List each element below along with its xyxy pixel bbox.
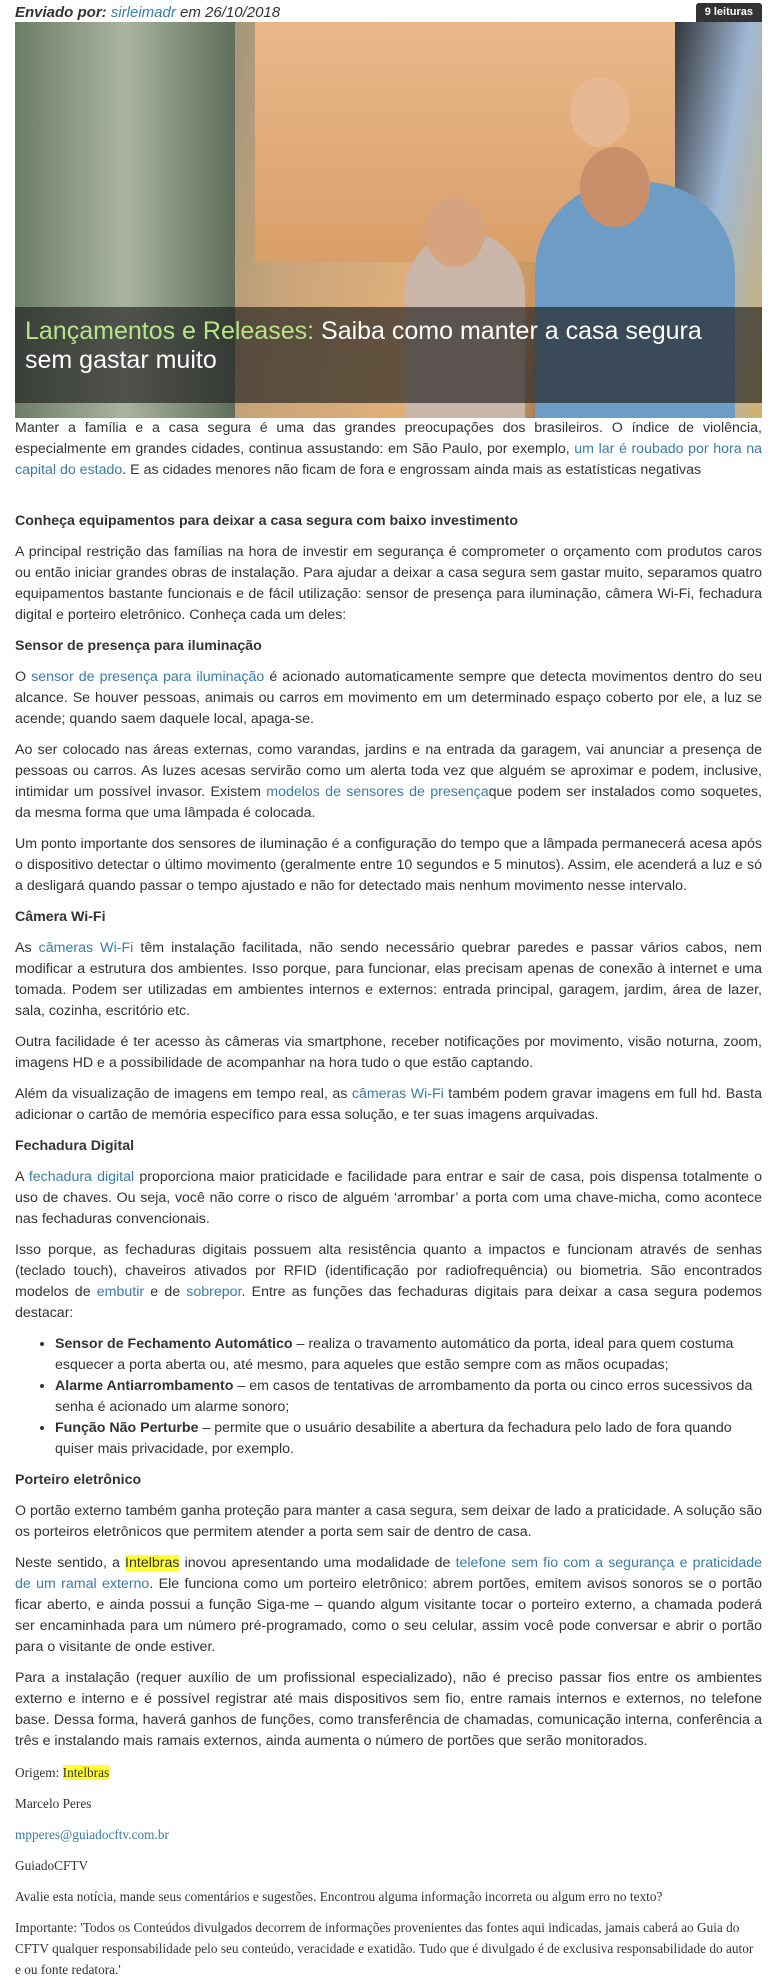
paragraph (15, 418, 762, 481)
text-segment: Ao ser colocado nas áreas externas, como varandas, jardins e na entrada da garagem, vai anunciar a presença de pessoas ou carros. As luzes acesas servirão como um alerta toda vez que alguém se aproximar e podem, inclusive, intimidar um possível invasor. Existem (15, 742, 762, 800)
highlighted-text: Intelbras (125, 1555, 180, 1571)
inline-link[interactable]: fechadura digital (28, 1169, 135, 1185)
inline-link[interactable]: embutir (96, 1284, 145, 1300)
article-footer (15, 1762, 762, 1980)
text-segment: Além da visualização de imagens em tempo real, as (15, 1086, 352, 1102)
paragraph (15, 542, 762, 626)
text-segment: têm instalação facilitada, não sendo necessário quebrar paredes e passar vários cabos, nem modificar a estrutura dos ambientes. Isso porque, para funcionar, elas precisam apenas de conexão à internet e uma tomada. Podem ser utilizadas em ambientes internos e externos: entrada principal, garagem, jardim, área de lazer, sala, cozinha, escritório etc. (15, 940, 763, 1019)
text-segment: Para a instalação (requer auxílio de um profissional especializado), não é preciso passar fios entre os ambientes externo e interno e é possível registrar até mais dispositivos sem fio, entre ramais internos e externos, no telefone base. Dessa forma, haverá ganhos de funções, como transferência de chamadas, comunicação interna, conferência a três e instalando mais ramais externos, ainda aumenta o número de portões que serão monitorados. (15, 1670, 762, 1749)
inline-link[interactable]: mpperes@guiadocftv.com.br (15, 1827, 169, 1842)
list-item-title: Sensor de Fechamento Automático (55, 1336, 293, 1352)
author-link[interactable]: sirleimadr (110, 4, 176, 21)
section-heading: Conheça equipamentos para deixar a casa segura com baixo investimento (15, 513, 519, 529)
category-link[interactable]: Lançamentos e Releases: (25, 317, 315, 345)
paragraph (15, 1032, 762, 1074)
text-segment: O (15, 669, 32, 685)
posted-by-label: Enviado por: (15, 4, 107, 21)
list-item-title: Alarme Antiarrombamento (55, 1378, 234, 1394)
section-heading: Câmera Wi-Fi (15, 909, 106, 925)
paragraph (15, 667, 762, 730)
paragraph (15, 1668, 762, 1752)
text-segment: Marcelo Peres (15, 1796, 92, 1811)
text-segment: Isso porque, as fechaduras digitais possuem alta resistência quanto a impactos e funcionam através de senhas (teclado touch), chaveiros ativados por RFID (identificação por radiofrequência) ou biometria. São encontrados modelos de (15, 1242, 762, 1300)
text-segment: Importante: 'Todos os Conteúdos divulgados decorrem de informações provenientes das fontes aqui indicadas, jamais caberá ao Guia do CFTV qualquer responsabilidade pelo seu conteúdo, veracidade e exatidão. Tudo que é divulgado é de exclusiva responsabilidade do autor e ou fonte redatora.' (15, 1920, 754, 1977)
list-item-text: – permite que o usuário desabilite a abertura da fechadura pelo lado de fora quando quiser mais privacidade, por exemplo. (55, 1420, 732, 1457)
hero-image (15, 22, 762, 418)
paragraph (15, 740, 762, 824)
hero-title (15, 307, 762, 403)
list-item (55, 1376, 762, 1418)
footer-paragraph (15, 1793, 762, 1814)
hero-person-child (570, 77, 630, 147)
inline-link[interactable]: câmeras Wi-Fi (38, 940, 134, 956)
text-segment: Origem: (15, 1765, 63, 1780)
post-meta (15, 0, 762, 22)
footer-paragraph (15, 1762, 762, 1783)
list-item-text: – em casos de tentativas de arrombamento da porta ou cinco erros sucessivos da senha é acionado um alarme sonoro; (55, 1378, 753, 1415)
list-item-text: – realiza o travamento automático da porta, ideal para quem costuma esquecer a porta aberta ou, até mesmo, para aqueles que estão sempre com as mãos ocupadas; (55, 1336, 734, 1373)
text-segment: Um ponto importante dos sensores de iluminação é a configuração do tempo que a lâmpada permanecerá acesa após o dispositivo detectar o último movimento (geralmente entre 10 segundos e 5 minutos). Assim, ele acenderá a luz e só a desligará quando passar o tempo ajustado e não for detectado mais nenhum movimento nesse intervalo. (15, 836, 762, 894)
paragraph (15, 1084, 762, 1126)
text-segment: . Ele funciona como um porteiro eletrônico: abrem portões, emitem avisos sonoros se o portão ficar aberto, e ainda possui a função Siga-me – quando algum visitante tocar o porteiro externo, a chamada poderá ser encaminhada para um número pré-programado, como o seu celular, assim você pode conversar e abrir o portão para o visitante de onde estiver. (15, 1576, 762, 1655)
inline-link[interactable]: câmeras Wi-Fi (351, 1086, 444, 1102)
text-segment: Neste sentido, a (15, 1555, 126, 1571)
reads-badge: 9 leituras (696, 3, 762, 22)
text-segment: . Entre as funções das fechaduras digitais para deixar a casa segura podemos destacar: (15, 1284, 763, 1321)
post-date: em 26/10/2018 (180, 4, 281, 21)
hero-person-woman-head (425, 197, 485, 267)
inline-link[interactable]: telefone sem fio com a segurança e praticidade de um ramal externo (15, 1555, 763, 1592)
paragraph (15, 1240, 762, 1324)
inline-link[interactable]: sensor de presença para iluminação (31, 669, 265, 685)
section-heading: Fechadura Digital (15, 1138, 135, 1154)
footer-paragraph (15, 1824, 762, 1845)
text-segment: A principal restrição das famílias na hora de investir em segurança é comprometer o orçamento com produtos caros ou então iniciar grandes obras de instalação. Para ajudar a deixar a casa segura sem gastar muito, separamos quatro equipamentos bastante funcionais e de fácil utilização: sensor de presença para iluminação, câmera Wi-Fi, fechadura digital e porteiro eletrônico. Conheça cada um deles: (15, 544, 762, 623)
text-segment: . E as cidades menores não ficam de fora e engrossam ainda mais as estatísticas negativas (122, 462, 702, 478)
paragraph (15, 834, 762, 897)
inline-link[interactable]: sobrepor (186, 1284, 242, 1300)
feature-list (15, 1334, 762, 1460)
footer-paragraph (15, 1886, 762, 1907)
text-segment: Manter a família e a casa segura é uma das grandes preocupações dos brasileiros. O índice de violência, especialmente em grandes cidades, continua assustando: em São Paulo, por exemplo, (15, 420, 762, 457)
text-segment: Outra facilidade é ter acesso às câmeras via smartphone, receber notificações por movimento, visão noturna, zoom, imagens HD e a possibilidade de acompanhar na hora tudo o que estão captando. (15, 1034, 762, 1071)
list-item (55, 1334, 762, 1376)
text-segment: As (15, 940, 39, 956)
footer-paragraph (15, 1855, 762, 1876)
text-segment: Avalie esta notícia, mande seus comentários e sugestões. Encontrou alguma informação incorreta ou algum erro no texto? (15, 1889, 663, 1904)
text-segment: também podem gravar imagens em full hd. Basta adicionar o cartão de memória específico para essa solução, e ter suas imagens arquivadas. (15, 1086, 762, 1123)
list-item (55, 1418, 762, 1460)
list-item-title: Função Não Perturbe (55, 1420, 199, 1436)
highlighted-text: Intelbras (62, 1765, 110, 1780)
hero-person-man-head (580, 147, 650, 227)
text-segment: A (15, 1169, 29, 1185)
section-heading: Porteiro eletrônico (15, 1472, 142, 1488)
inline-link[interactable]: um lar é roubado por hora na capital do estado (15, 441, 762, 478)
paragraph (15, 1553, 762, 1658)
text-segment: e de (144, 1284, 187, 1300)
paragraph (15, 1501, 762, 1543)
text-segment: proporciona maior praticidade e facilidade para entrar e sair de casa, pois dispensa totalmente o uso de chaves. Ou seja, você não corre o risco de alguém ‘arrombar’ a porta com uma chave-micha, como acontece nas fechaduras convencionais. (15, 1169, 762, 1227)
paragraph (15, 1167, 762, 1230)
article-body (15, 418, 762, 1752)
article-title: Saiba como manter a casa segura sem gastar muito (25, 317, 702, 374)
inline-link[interactable]: modelos de sensores de presença (266, 784, 489, 800)
footer-paragraph (15, 1917, 762, 1980)
section-heading: Sensor de presença para iluminação (15, 638, 262, 654)
paragraph (15, 938, 762, 1022)
text-segment: GuiadoCFTV (15, 1858, 89, 1873)
text-segment: O portão externo também ganha proteção para manter a casa segura, sem deixar de lado a praticidade. A solução são os porteiros eletrônicos que permitem atender a porta sem sair de dentro de casa. (15, 1503, 762, 1540)
text-segment: é acionado automaticamente sempre que detecta movimentos dentro do seu alcance. Se houver pessoas, animais ou carros em movimento em um determinado espaço coberto por ele, a luz se acende; quando saem daquele local, apaga-se. (15, 669, 762, 727)
text-segment: que podem ser instalados como soquetes, da mesma forma que uma lâmpada é colocada. (15, 784, 762, 821)
text-segment: inovou apresentando uma modalidade de (179, 1555, 456, 1571)
